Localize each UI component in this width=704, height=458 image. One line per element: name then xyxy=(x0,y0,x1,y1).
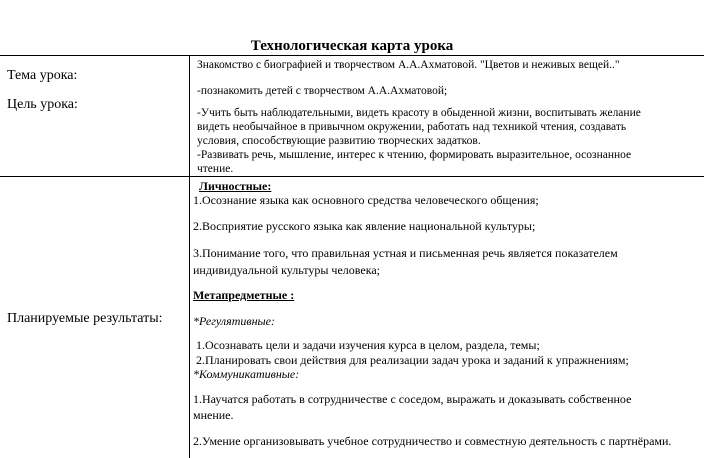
personal-item-3-line-1: 3.Понимание того, что правильная устная и письменная речь является показателем xyxy=(193,246,618,260)
communicative-item-1-line-2: мнение. xyxy=(193,408,234,422)
goal-item-2-line-1: -Учить быть наблюдательными, видеть красоту в обыденной жизни, воспитывать желание xyxy=(197,107,641,119)
goal-item-1: -познакомить детей с творчеством А.А.Ахматовой; xyxy=(197,85,448,97)
regulative-item-2: 2.Планировать свои действия для реализации задач урока и заданий к упражнениям; xyxy=(196,353,629,367)
personal-item-3-line-2: индивидуальной культуры человека; xyxy=(193,263,381,277)
personal-item-1: 1.Осознание языка как основного средства человеческого общения; xyxy=(193,193,539,207)
communicative-item-1-line-1: 1.Научатся работать в сотрудничестве с соседом, выражать и доказывать собственное xyxy=(193,392,632,406)
goal-label: Цель урока: xyxy=(7,97,78,112)
goal-item-3-line-1: -Развивать речь, мышление, интерес к чтению, формировать выразительное, осознанное xyxy=(197,149,632,161)
table-column-divider xyxy=(189,55,190,458)
topic-label: Тема урока: xyxy=(7,68,78,83)
goal-item-2-line-3: условия, способствующие развитию творческих задатков. xyxy=(197,135,481,147)
topic-text: Знакомство с биографией и творчеством А.А.Ахматовой. "Цветов и неживых вещей.." xyxy=(197,59,620,71)
communicative-heading: *Коммуникативные: xyxy=(193,367,300,381)
goal-item-3-line-2: чтение. xyxy=(197,163,234,175)
goal-item-2-line-2: видеть необычайное в привычном окружении, работать над техникой чтения, создавать xyxy=(197,121,627,133)
regulative-heading: *Регулятивные: xyxy=(193,314,275,328)
personal-item-2: 2.Восприятие русского языка как явление национальной культуры; xyxy=(193,219,536,233)
personal-heading: Личностные: xyxy=(199,179,272,193)
meta-heading: Метапредметные : xyxy=(193,288,295,302)
planned-results-label: Планируемые результаты: xyxy=(7,311,163,326)
table-row-divider xyxy=(0,176,704,177)
communicative-item-2: 2.Умение организовывать учебное сотрудничество и совместную деятельность с партнёрами. xyxy=(193,434,672,448)
page-title: Технологическая карта урока xyxy=(250,38,454,54)
table-top-border xyxy=(0,55,704,56)
regulative-item-1: 1.Осознавать цели и задачи изучения курса в целом, раздела, темы; xyxy=(196,338,540,352)
